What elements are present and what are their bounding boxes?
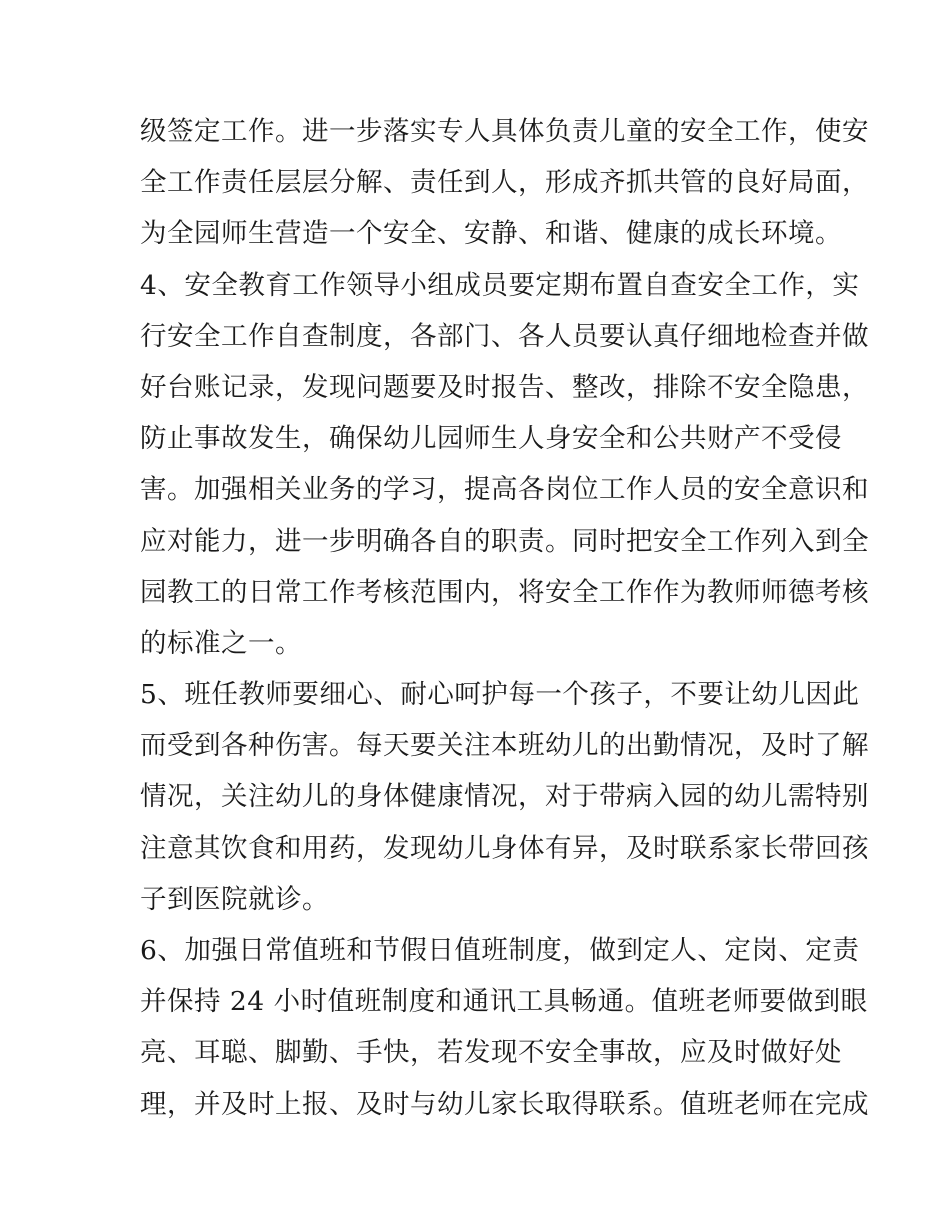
text-line: 防止事故发生，确保幼儿园师生人身安全和公共财产不受侵 xyxy=(140,423,842,455)
text-line: 亮、耳聪、脚勤、手快，若发现不安全事故，应及时做好处 xyxy=(140,1037,842,1069)
text-line: 级签定工作。进一步落实专人具体负责儿童的安全工作，使安 xyxy=(140,116,869,147)
text-line: 而受到各种伤害。每天要关注本班幼儿的出勤情况，及时了解 xyxy=(140,730,869,762)
text-line: 并保持 24 小时值班制度和通讯工具畅通。值班老师要做到眼 xyxy=(140,986,868,1018)
text-line: 全工作责任层层分解、责任到人，形成齐抓共管的良好局面， xyxy=(140,167,869,199)
text-line: 6、加强日常值班和节假日值班制度，做到定人、定岗、定责 xyxy=(140,935,860,966)
text-line: 情况，关注幼儿的身体健康情况，对于带病入园的幼儿需特别 xyxy=(140,781,869,813)
text-line: 理，并及时上报、及时与幼儿家长取得联系。值班老师在完成 xyxy=(140,1088,869,1120)
text-line: 害。加强相关业务的学习，提高各岗位工作人员的安全意识和 xyxy=(140,474,869,506)
text-line: 行安全工作自查制度，各部门、各人员要认真仔细地检查并做 xyxy=(140,320,869,352)
text-line: 园教工的日常工作考核范围内，将安全工作作为教师师德考核 xyxy=(140,576,869,608)
text-line: 为全园师生营造一个安全、安静、和谐、健康的成长环境。 xyxy=(140,218,842,250)
text-line: 子到医院就诊。 xyxy=(140,883,329,915)
text-line: 4、安全教育工作领导小组成员要定期布置自查安全工作，实 xyxy=(140,269,860,301)
text-line: 的标准之一。 xyxy=(140,627,302,659)
text-line: 注意其饮食和用药，发现幼儿身体有异，及时联系家长带回孩 xyxy=(140,832,869,864)
document-body xyxy=(140,106,869,1130)
text-line: 好台账记录，发现问题要及时报告、整改，排除不安全隐患， xyxy=(140,371,869,403)
text-line: 应对能力，进一步明确各自的职责。同时把安全工作列入到全 xyxy=(140,525,869,557)
text-line: 5、班任教师要细心、耐心呵护每一个孩子，不要让幼儿因此 xyxy=(140,679,860,711)
